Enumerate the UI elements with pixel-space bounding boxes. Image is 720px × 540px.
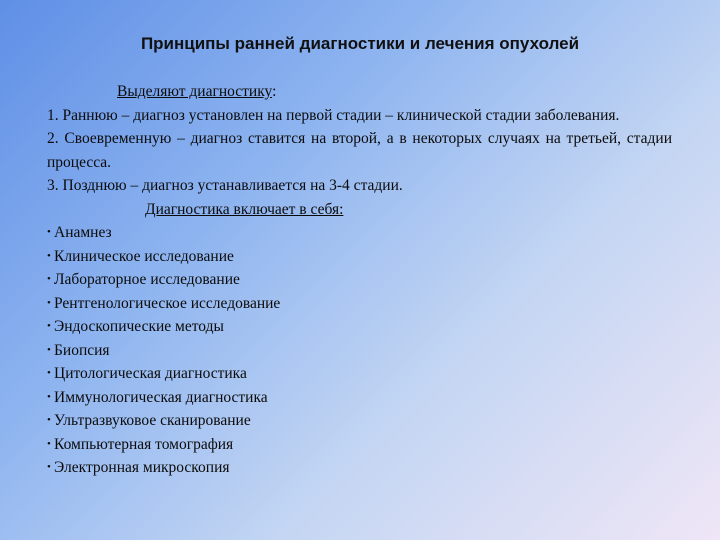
list-item-text: Эндоскопические методы	[54, 318, 224, 335]
intro-colon: :	[272, 83, 277, 100]
list-item	[47, 456, 672, 480]
list-item-text: Анамнез	[54, 224, 112, 241]
list-item-text: Электронная микроскопия	[54, 459, 230, 476]
list-item	[47, 221, 672, 245]
bullet-icon: •	[47, 296, 51, 309]
bullet-icon: •	[47, 414, 51, 426]
intro-label: Выделяют диагностику	[117, 83, 273, 100]
list-item	[47, 386, 672, 410]
bullet-icon: •	[47, 437, 51, 450]
intro-heading	[117, 80, 672, 104]
list-item	[47, 292, 672, 316]
list-item-text: Цитологическая диагностика	[54, 365, 247, 382]
list-item	[47, 315, 672, 339]
diagnosis-item-3: 3. Позднюю – диагноз устанавливается на 3-4 стадии.	[47, 177, 403, 194]
diagnosis-item-2: 2. Своевременную – диагноз ставится на второй, а в некоторых случаях на третьей, стадии процесса.	[47, 130, 672, 171]
list-item-text: Клиническое исследование	[54, 247, 234, 265]
list-item	[47, 339, 672, 363]
includes-heading: Диагностика включает в себя:	[145, 200, 344, 218]
list-item-text: Иммунологическая диагностика	[54, 388, 268, 406]
slide-title: Принципы ранней диагностики и лечения опухолей	[140, 34, 580, 53]
bullet-icon: •	[47, 367, 51, 379]
list-item-text: Лабораторное исследование	[54, 271, 240, 288]
bullet-icon: •	[47, 320, 51, 332]
list-item	[47, 245, 672, 269]
list-item	[47, 433, 672, 457]
slide-body	[47, 80, 672, 480]
diagnosis-item-1: 1. Раннюю – диагноз установлен на первой стадии – клинической стадии заболевания.	[47, 106, 620, 124]
list-item-text: Компьютерная томография	[54, 435, 234, 453]
list-item-text: Биопсия	[54, 341, 110, 359]
list-item-text: Рентгенологическое исследование	[54, 294, 281, 312]
list-item	[47, 409, 672, 433]
bullet-icon: •	[47, 461, 51, 473]
bullet-icon: •	[47, 343, 51, 356]
bullet-icon: •	[47, 273, 51, 285]
list-item	[47, 268, 672, 292]
bullet-icon: •	[47, 249, 51, 262]
list-item	[47, 362, 672, 386]
bullet-icon: •	[47, 226, 51, 238]
bullet-icon: •	[47, 390, 51, 403]
list-item-text: Ультразвуковое сканирование	[54, 412, 251, 429]
